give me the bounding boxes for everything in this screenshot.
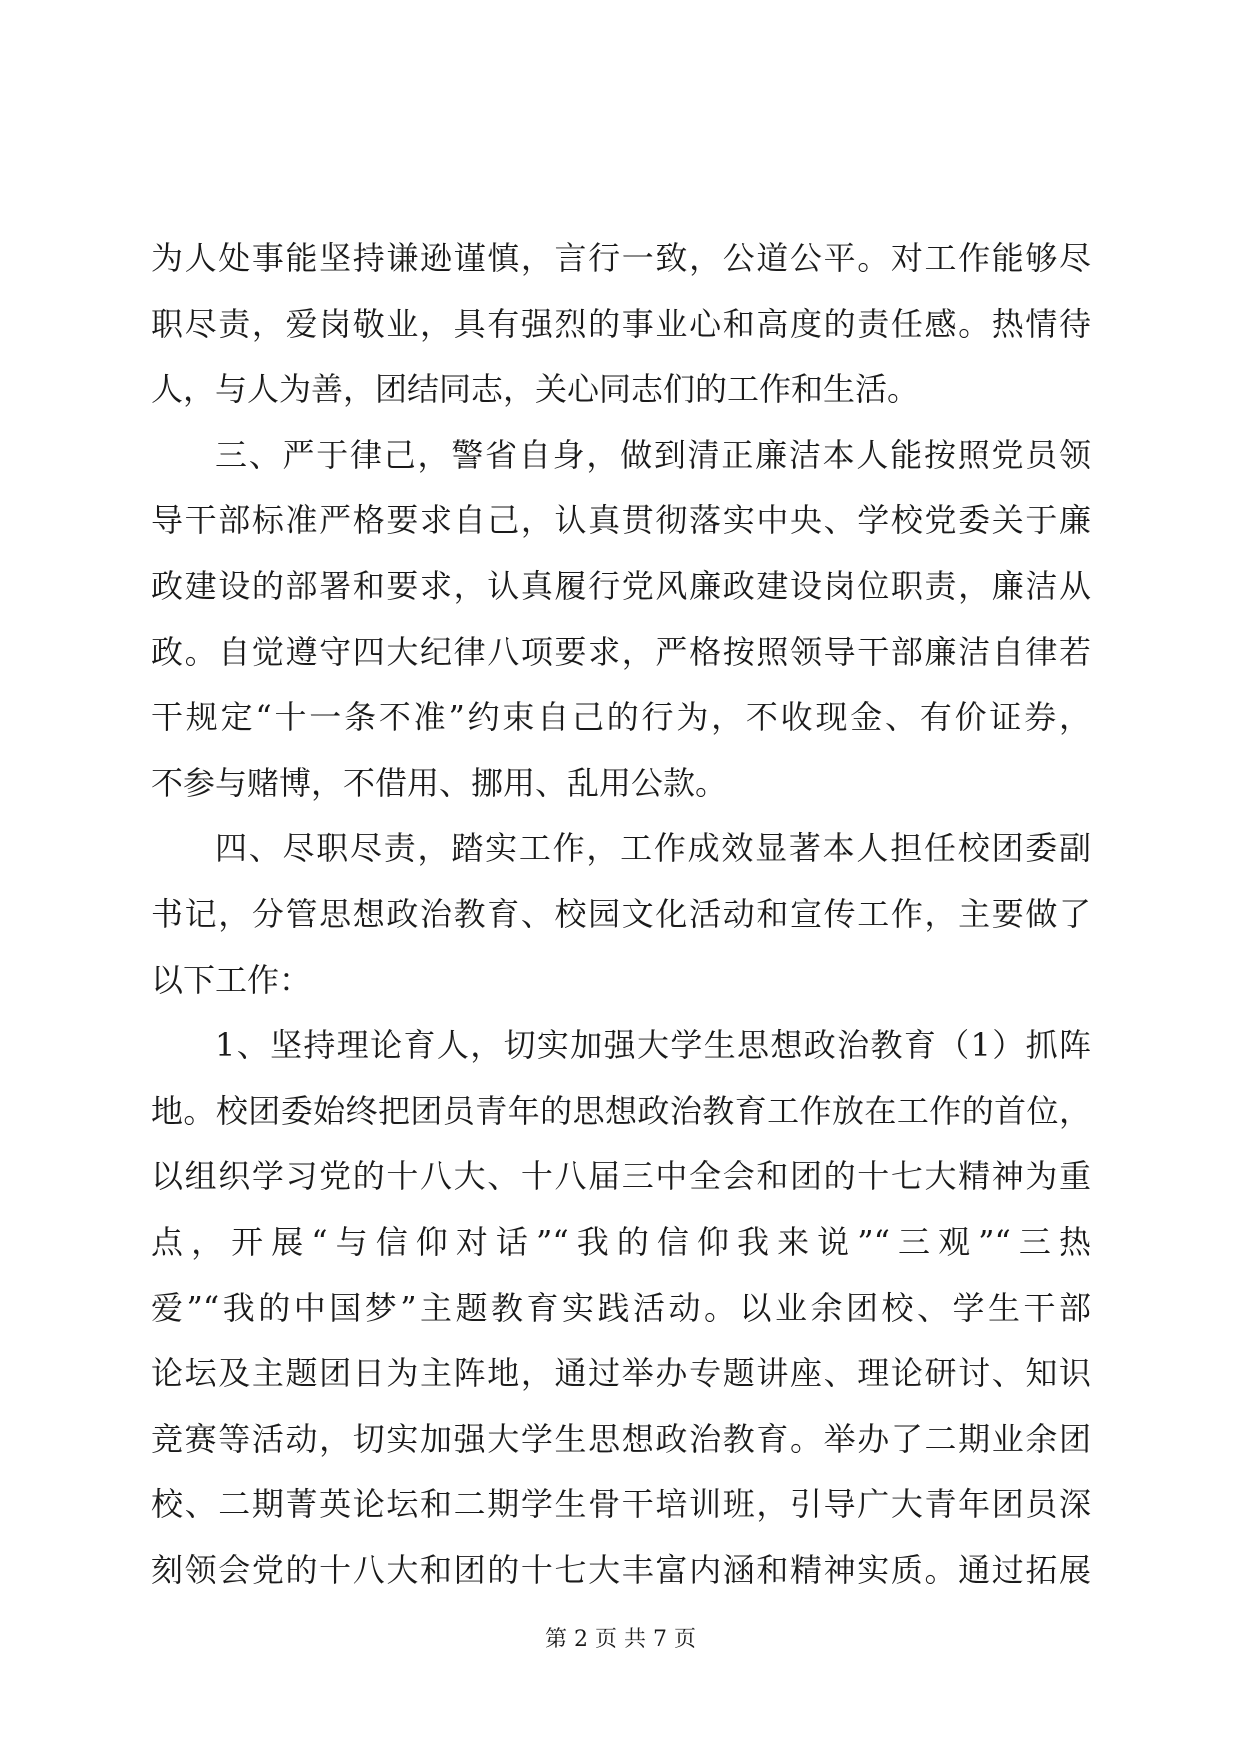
text-line: 地。校团委始终把团员青年的思想政治教育工作放在工作的首位， [151,1091,1091,1130]
text-line: 1、坚持理论育人，切实加强大学生思想政治教育（1）抓阵 [215,1026,1091,1065]
document-body [151,226,1091,1603]
text-line: 政建设的部署和要求，认真履行党风廉政建设岗位职责，廉洁从 [151,566,1091,605]
text-line: 职尽责，爱岗敬业，具有强烈的事业心和高度的责任感。热情待 [151,304,1091,343]
text-line: 刻领会党的十八大和团的十七大丰富内涵和精神实质。通过拓展 [151,1550,1091,1589]
paragraph-1 [151,226,1091,423]
text-line: 点，开展“与信仰对话”“我的信仰我来说”“三观”“三热 [151,1222,1091,1261]
text-line: 以下工作： [151,960,312,999]
text-line: 论坛及主题团日为主阵地，通过举办专题讲座、理论研讨、知识 [151,1354,1091,1393]
text-line: 以组织学习党的十八大、十八届三中全会和团的十七大精神为重 [151,1157,1091,1196]
text-line: 为人处事能坚持谦逊谨慎，言行一致，公道公平。对工作能够尽 [151,239,1091,277]
paragraph-3 [151,816,1091,1013]
text-line: 书记，分管思想政治教育、校园文化活动和宣传工作，主要做了 [151,894,1091,933]
text-line: 四、尽职尽责，踏实工作，工作成效显著本人担任校团委副 [215,829,1091,868]
text-line: 爱”“我的中国梦”主题教育实践活动。以业余团校、学生干部 [151,1288,1091,1327]
text-line: 人，与人为善，团结同志，关心同志们的工作和生活。 [151,370,920,409]
page-number-footer: 第 2 页 共 7 页 [545,1627,696,1652]
text-line: 政。自觉遵守四大纪律八项要求，严格按照领导干部廉洁自律若 [151,632,1091,671]
paragraph-4 [151,1013,1091,1603]
text-line: 导干部标准严格要求自己，认真贯彻落实中央、学校党委关于廉 [151,501,1091,540]
text-line: 校、二期菁英论坛和二期学生骨干培训班，引导广大青年团员深 [151,1485,1091,1524]
text-line: 干规定“十一条不准”约束自己的行为，不收现金、有价证券， [151,698,1091,737]
text-line: 三、严于律己，警省自身，做到清正廉洁本人能按照党员领 [215,435,1091,474]
paragraph-2 [151,423,1091,817]
text-line: 不参与赌博，不借用、挪用、乱用公款。 [151,763,728,802]
text-line: 竞赛等活动，切实加强大学生思想政治教育。举办了二期业余团 [151,1419,1091,1458]
